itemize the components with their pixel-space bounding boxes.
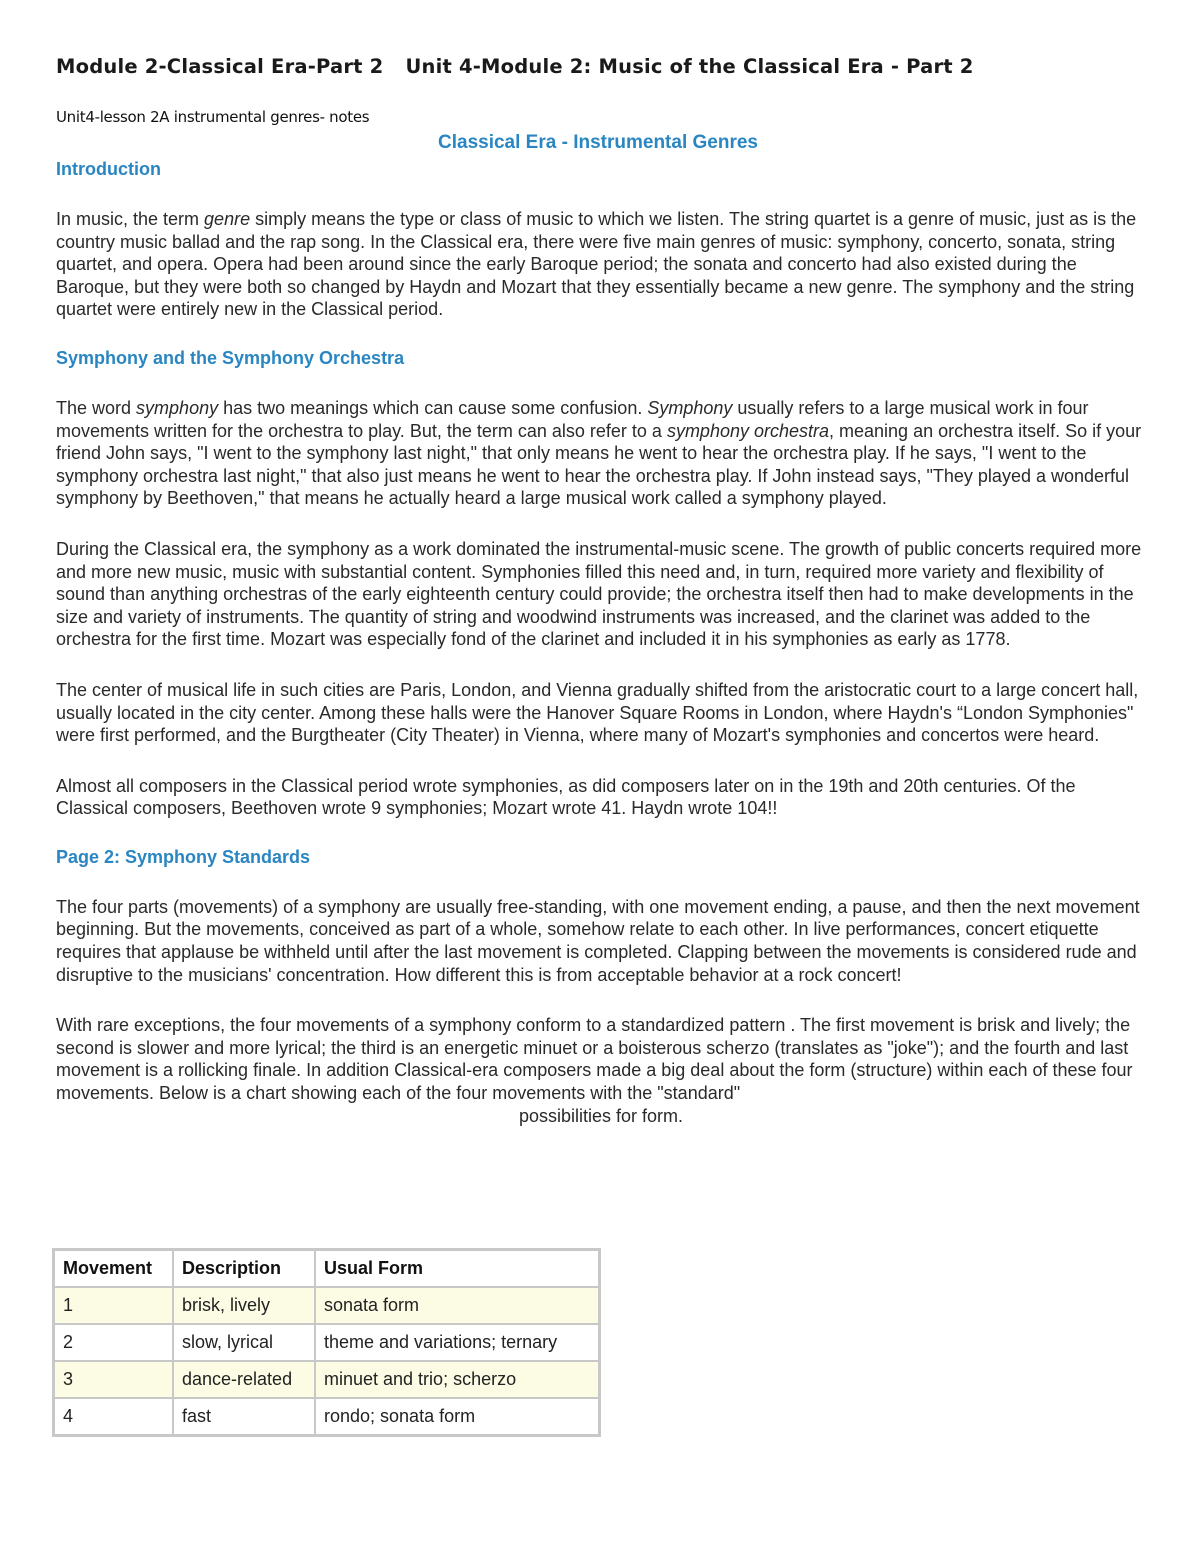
table-row (54, 1324, 600, 1361)
table-row (54, 1398, 600, 1436)
introduction-heading: Introduction (56, 159, 161, 179)
movements-table (52, 1248, 601, 1437)
cell-movement: 1 (54, 1287, 174, 1324)
cell-usual-form: rondo; sonata form (315, 1398, 600, 1436)
cell-usual-form: sonata form (315, 1287, 600, 1324)
lesson-subtitle: Unit4-lesson 2A instrumental genres- notes (56, 108, 370, 126)
cell-description: dance-related (173, 1361, 315, 1398)
standards-heading: Page 2: Symphony Standards (56, 846, 311, 867)
symphony-emphasis-3: symphony orchestra (666, 420, 830, 441)
symphony-emphasis-1: symphony (136, 397, 219, 418)
cell-movement: 3 (54, 1361, 174, 1398)
cell-description: slow, lyrical (173, 1324, 315, 1361)
introduction-paragraph (56, 208, 1146, 321)
table-row (54, 1361, 600, 1398)
symphony-heading: Symphony and the Symphony Orchestra (56, 347, 405, 368)
symphony-paragraph-4: Almost all composers in the Classical period wrote symphonies, as did composers later on in the 19th and 20th centuries. Of the Classical composers, Beethoven wrote 9 symphonies; Mozart wrote 41. Haydn wrote 104!! (56, 775, 1076, 819)
cell-movement: 2 (54, 1324, 174, 1361)
symphony-text-d: , meaning an orchestra itself. So if your friend John says, "I went to the symphony last night," that only means he went to hear the orchestra play. If he says, "I went to the symphony orchestra last night," that also just means he went to hear the orchestra play. If John instead says, "They played a wonderful symphony by Beethoven," that means he actually heard a large musical work called a symphony played. (56, 420, 1142, 509)
header-usual-form: Usual Form (315, 1250, 600, 1288)
standards-paragraph-1: The four parts (movements) of a symphony are usually free-standing, with one movement ending, a pause, and then the next movement beginning. But the movements, conceived as part of a whole, somehow relate to each other. In live performances, concert etiquette requires that applause be withheld until after the last movement is completed. Clapping between the movements is considered rude and disruptive to the musicians' concentration. How different this is from acceptable behavior at a rock concert! (56, 896, 1140, 985)
cell-usual-form: theme and variations; ternary (315, 1324, 600, 1361)
document-page (56, 52, 1146, 1127)
standards-paragraph-2-tail: possibilities for form. (518, 1105, 684, 1126)
document-title (56, 52, 1146, 82)
symphony-text-b: has two meanings which can cause some confusion. (218, 397, 648, 418)
intro-emphasis-genre: genre (204, 209, 251, 229)
table-header-row (54, 1250, 600, 1288)
intro-text-a: In music, the term (56, 209, 205, 229)
standards-paragraph-2: With rare exceptions, the four movements of a symphony conform to a standardized pattern . The first movement is brisk and lively; the second is slower and more lyrical; the third is an energetic minuet or a boisterous scherzo (translates as "joke"); and the fourth and last movement is a rollicking finale. In addition Classical-era composers made a big deal about the form (structure) within each of these four movements. Below is a chart showing each of the four movements with the "standard" (56, 1015, 1133, 1104)
intro-text-b: simply means the type or class of music to which we listen. The string quartet is a genre of music, just as is the country music ballad and the rap song. In the Classical era, there were five main genres of music: symphony, concerto, sonata, string quartet, and opera. Opera had been around since the early Baroque period; the sonata and concerto had also existed during the Baroque, but they were both so changed by Haydn and Mozart that they essentially became a new genre. The symphony and the string quartet were entirely new in the Classical period. (56, 209, 1137, 320)
title-module: Module 2-Classical Era-Part 2 (56, 55, 384, 78)
symphony-paragraph-1 (56, 397, 1146, 510)
cell-usual-form: minuet and trio; scherzo (315, 1361, 600, 1398)
header-movement: Movement (54, 1250, 174, 1288)
symphony-paragraph-2: During the Classical era, the symphony as a work dominated the instrumental-music scene. The growth of public concerts required more and more new music, music with substantial content. Symphonies filled this need and, in turn, required more variety and flexibility of sound than anything orchestras of the early eighteenth century could provide; the orchestra itself then had to make developments in the size and variety of instruments. The quantity of string and woodwind instruments was increased, and the clarinet was added to the orchestra for the first time. Mozart was especially fond of the clarinet and included it in his symphonies as early as 1778. (56, 538, 1142, 650)
symphony-text-a: The word (56, 397, 137, 418)
symphony-text-c: usually refers to a large musical work in four movements written for the orchestra to play. But, the term can also refer to a (56, 397, 1089, 441)
cell-description: fast (173, 1398, 315, 1436)
symphony-emphasis-2: Symphony (647, 397, 733, 418)
title-unit: Unit 4-Module 2: Music of the Classical Era - Part 2 (405, 55, 974, 78)
cell-description: brisk, lively (173, 1287, 315, 1324)
page-heading: Classical Era - Instrumental Genres (438, 132, 758, 153)
header-description: Description (173, 1250, 315, 1288)
symphony-paragraph-3: The center of musical life in such cities are Paris, London, and Vienna gradually shifted from the aristocratic court to a large concert hall, usually located in the city center. Among these halls were the Hanover Square Rooms in London, where Haydn's “London Symphonies" were first performed, and the Burgtheater (City Theater) in Vienna, where many of Mozart's symphonies and concertos were heard. (56, 679, 1139, 746)
table-row (54, 1287, 600, 1324)
cell-movement: 4 (54, 1398, 174, 1436)
